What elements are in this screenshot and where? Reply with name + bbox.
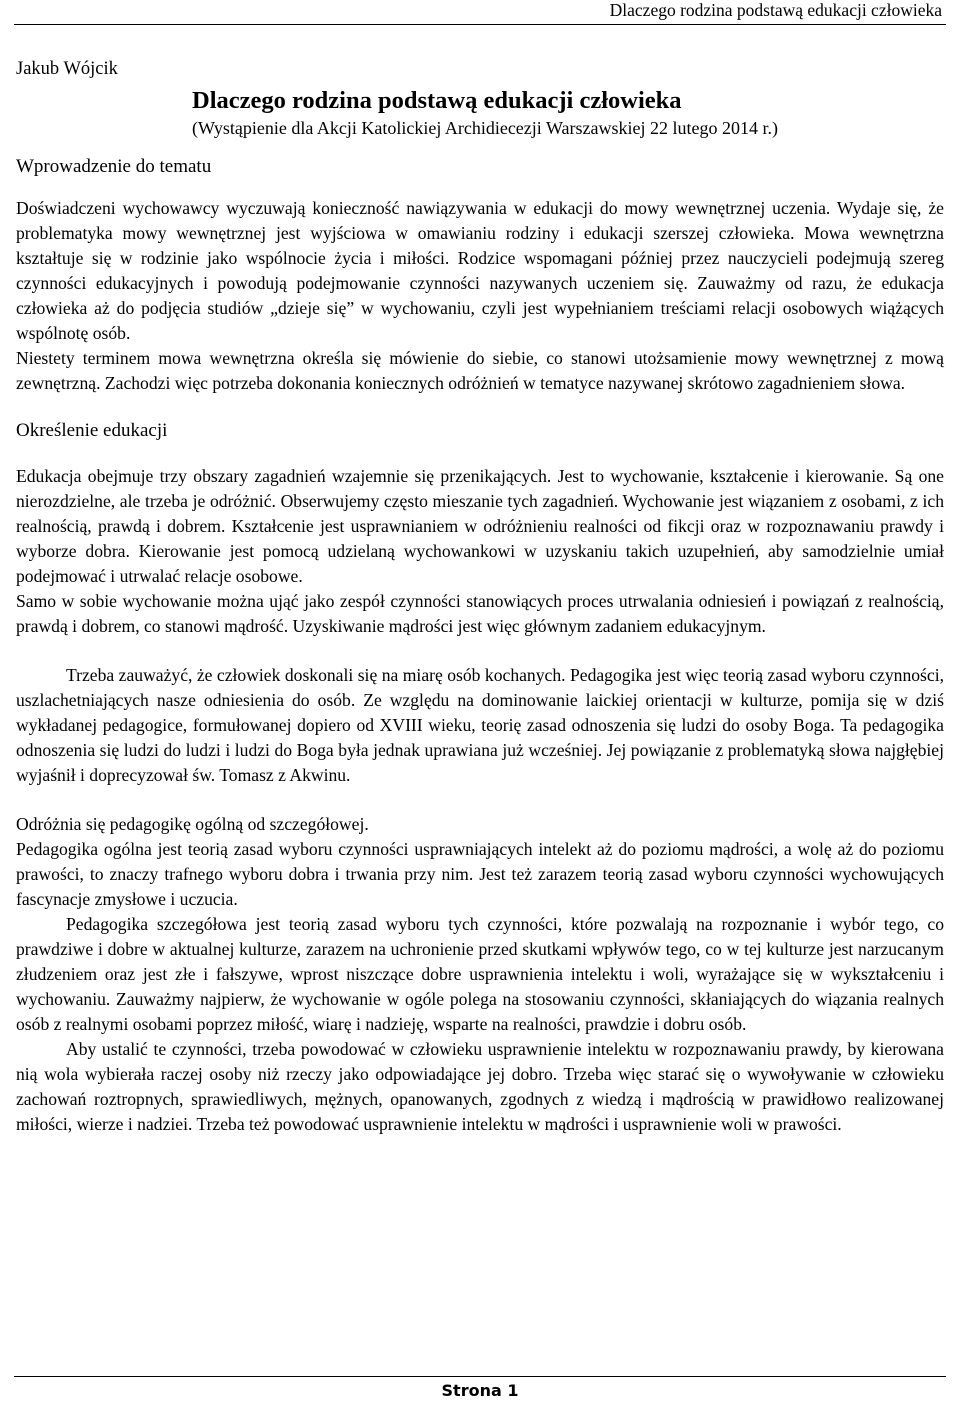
- footer-rule: [14, 1376, 946, 1377]
- section-heading-education-definition: Określenie edukacji: [16, 420, 168, 441]
- paragraph: Edukacja obejmuje trzy obszary zagadnień wzajemnie się przenikających. Jest to wychowanie, kształcenie i kierowanie. Są one nierozdzielne, ale trzeba je odróżnić. Obserwujemy często mieszanie tych zagadnień. Wychowanie jest wiązaniem z osobami, z ich realnością, prawdą i dobrem. Kształcenie jest usprawnianiem w odróżnieniu realności od fikcji oraz w rozpoznawaniu prawdy i wyborze dobra. Kierowanie jest pomocą udzielaną wychowankowi w uzyskaniu takich uzupełnień, aby samodzielnie umiał podejmować i utrwalać relacje osobowe.: [16, 466, 944, 586]
- paragraph: Trzeba zauważyć, że człowiek doskonali się na miarę osób kochanych. Pedagogika jest więc teorią zasad wyboru czynności, uszlachetniających nasze odniesienia do osób. Ze względu na dominowanie laickiej orientacji w kulturze, pomija się w dziś wykładanej pedagogice, formułowanej dopiero od XVIII wieku, teorię zasad odnoszenia się ludzi do osoby Boga. Ta pedagogika odnoszenia się ludzi do ludzi i ludzi do Boga była jednak uprawiana już wcześniej. Jej powiązanie z problematyką słowa najgłębiej wyjaśnił i doprecyzował św. Tomasz z Akwinu.: [16, 665, 944, 785]
- page-number: Strona 1: [441, 1381, 519, 1400]
- paragraph: Samo w sobie wychowanie można ująć jako zespół czynności stanowiących proces utrwalania odniesień i powiązań z realnością, prawdą i dobrem, co stanowi mądrość. Uzyskiwanie mądrości jest więc głównym zadaniem edukacyjnym.: [16, 591, 944, 636]
- running-head: Dlaczego rodzina podstawą edukacji człowieka: [609, 0, 942, 20]
- paragraph: Niestety terminem mowa wewnętrzna określa się mówienie do siebie, co stanowi utożsamienie mowy wewnętrznej z mową zewnętrzną. Zachodzi więc potrzeba dokonania koniecznych odróżnień w tematyce nazywanej skrótowo zagadnieniem słowa.: [16, 348, 944, 393]
- section-introduction-body: [16, 196, 944, 396]
- paragraph: Aby ustalić te czynności, trzeba powodować w człowieku usprawnienie intelektu w rozpoznawaniu prawdy, by kierowana nią wola wybierała raczej osoby niż rzeczy jako odpowiadające jej dobro. Trzeba więc starać się o wywoływanie w człowieku zachowań roztropnych, sprawiedliwych, mężnych, opanowanych, zgodnych z wiedzą i mądrością w prawidłowo realizowanej miłości, wierze i nadziei. Trzeba też powodować usprawnienie intelektu w mądrości i usprawnienie woli w prawości.: [16, 1039, 944, 1134]
- section-heading-introduction: Wprowadzenie do tematu: [16, 156, 212, 177]
- header-rule: [14, 24, 946, 25]
- document-body: [16, 54, 944, 1137]
- paragraph: Pedagogika szczegółowa jest teorią zasad wyboru tych czynności, które pozwalają na rozpoznanie i wybór tego, co prawdziwe i dobre w aktualnej kulturze, zarazem na uchronienie przed skutkami wpływów tego, co w tej kulturze jest narzucanym złudzeniem oraz jest złe i fałszywe, wprost niszczące dobre usprawnienia intelektu i woli, wyrażające się w wykształceniu i wychowaniu. Zauważmy najpierw, że wychowanie w ogóle polega na stosowaniu czynności, skłaniających do wiązania realnych osób z realnymi osobami poprzez miłość, wiarę i nadzieję, wsparte na realności, prawdzie i dobru osób.: [16, 914, 944, 1034]
- title-block: [192, 86, 944, 140]
- pedagogy-lead-line: Odróżnia się pedagogikę ogólną od szczegółowej.: [16, 814, 369, 834]
- document-title: Dlaczego rodzina podstawą edukacji człowieka: [192, 87, 682, 114]
- section-education-definition-body: [16, 464, 944, 788]
- paragraph: Pedagogika ogólna jest teorią zasad wyboru czynności usprawniających intelekt aż do poziomu mądrości, a wolę aż do poziomu prawości, to znaczy trafnego wyboru dobra i trwania przy nim. Jest też zarazem teorią zasad wyboru czynności wychowujących fascynacje zmysłowe i uczucia.: [16, 839, 944, 909]
- document-subtitle: (Wystąpienie dla Akcji Katolickiej Archidiecezji Warszawskiej 22 lutego 2014 r.): [192, 118, 778, 138]
- paragraph: Doświadczeni wychowawcy wyczuwają konieczność nawiązywania w edukacji do mowy wewnętrznej uczenia. Wydaje się, że problematyka mowy wewnętrznej jest wyjściowa w omawianiu rodziny i edukacji szerszej człowieka. Mowa wewnętrzna kształtuje się w rodzinie jako wspólnocie życia i miłości. Rodzice wspomagani później przez nauczycieli podejmują szereg czynności edukacyjnych i powodują podejmowanie czynności nazywanych uczeniem się. Zauważmy od razu, że edukacja człowieka aż do podjęcia studiów „dzieje się” w wychowaniu, czyli jest wypełnianiem treściami relacji osobowych wiążących wspólnotę osób.: [16, 198, 944, 343]
- author-name: Jakub Wójcik: [16, 59, 118, 79]
